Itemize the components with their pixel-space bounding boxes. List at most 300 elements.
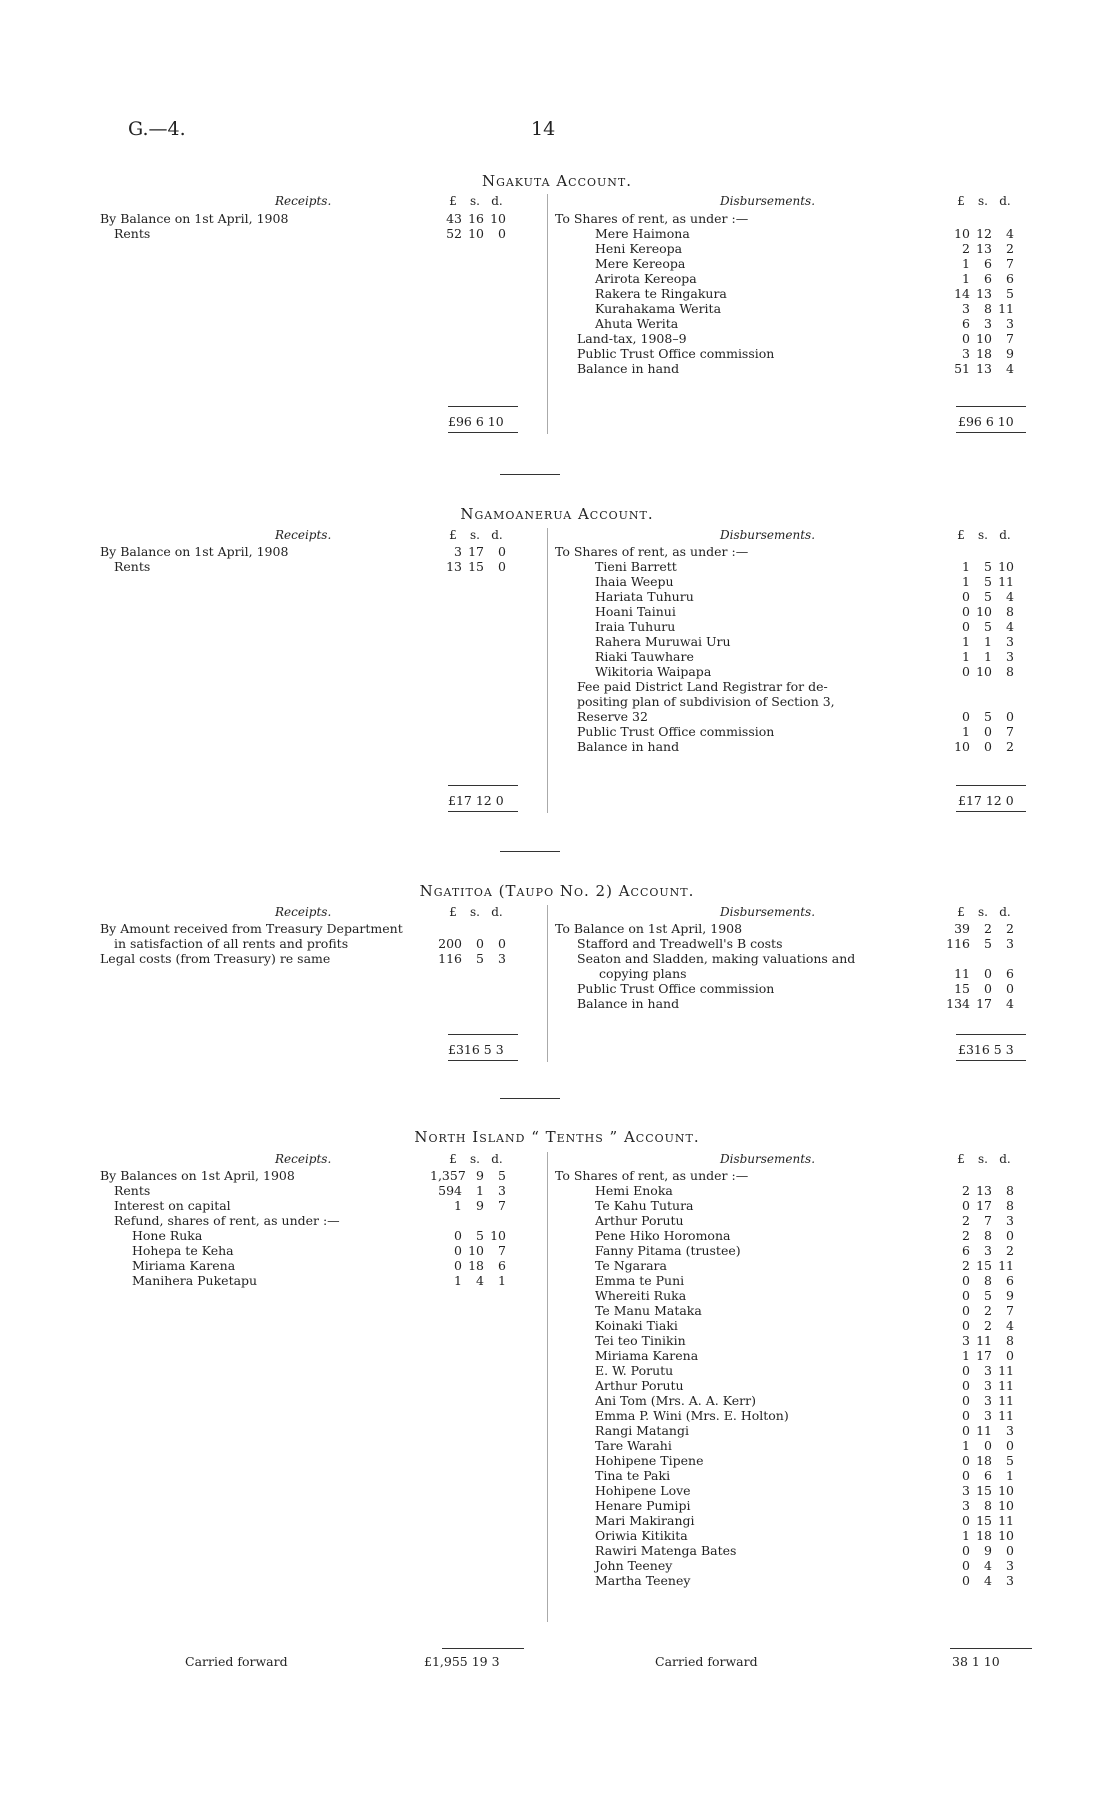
account-title: Ngakuta Account.: [481, 172, 633, 190]
pounds-value: 10: [954, 226, 970, 241]
column-divider: [547, 1152, 548, 1622]
pence-value: 11: [998, 1513, 1014, 1528]
shillings-value: 10: [468, 226, 484, 241]
total-rule: [448, 785, 518, 786]
shillings-value: 15: [976, 1513, 992, 1528]
pounds-value: 0: [962, 1453, 970, 1468]
disbursement-line: Rakera te Ringakura: [595, 286, 727, 301]
pence-value: 7: [498, 1243, 506, 1258]
pence-value: 0: [1006, 1543, 1014, 1558]
pence-value: 3: [1006, 1558, 1014, 1573]
disbursement-amount: [938, 1513, 1014, 1528]
page-number: 14: [531, 118, 556, 140]
column-divider: [547, 905, 548, 1062]
disbursement-amount: [938, 361, 1014, 376]
shillings-value: 3: [984, 1378, 992, 1393]
pounds-value: 1: [962, 256, 970, 271]
pounds-value: 0: [454, 1258, 462, 1273]
disbursement-line: Stafford and Treadwell's B costs: [577, 936, 783, 951]
disbursement-line: Rahera Muruwai Uru: [595, 634, 731, 649]
disbursements-column-heads: [950, 1152, 1016, 1166]
disbursement-amount: [938, 981, 1014, 996]
pounds-value: 0: [962, 1408, 970, 1423]
carried-forward-amount: £1,955 19 3: [424, 1654, 500, 1669]
disbursement-line: Heni Kereopa: [595, 241, 683, 256]
disbursement-amount: [938, 1498, 1014, 1513]
disbursement-amount: [938, 1198, 1014, 1213]
shillings-value: 13: [976, 1183, 992, 1198]
shillings-value: 15: [976, 1258, 992, 1273]
pounds-value: 0: [962, 604, 970, 619]
pounds-value: 13: [446, 559, 462, 574]
pence-value: 5: [498, 1168, 506, 1183]
receipts-total: £17 12 0: [448, 793, 504, 808]
pence-value: 7: [498, 1198, 506, 1213]
carried-forward-label: Carried forward: [655, 1654, 758, 1669]
pounds-value: 2: [962, 1183, 970, 1198]
disbursement-line: Te Ngarara: [595, 1258, 667, 1273]
pence-value: 3: [1006, 1213, 1014, 1228]
disbursement-amount: [938, 921, 1014, 936]
disbursement-amount: [938, 1528, 1014, 1543]
shillings-value: 17: [976, 1198, 992, 1213]
disbursement-line: Fanny Pitama (trustee): [595, 1243, 741, 1258]
pounds-value: 1: [962, 634, 970, 649]
shilling-header: s.: [470, 905, 480, 919]
pence-value: 6: [498, 1258, 506, 1273]
receipt-amount: [430, 211, 506, 226]
pounds-value: 1: [962, 559, 970, 574]
receipt-line: By Amount received from Treasury Department: [100, 921, 403, 936]
shillings-value: 6: [984, 256, 992, 271]
receipts-total: £96 6 10: [448, 414, 504, 429]
disbursement-line: Public Trust Office commission: [577, 981, 775, 996]
disbursement-line: Te Manu Mataka: [595, 1303, 702, 1318]
shillings-value: 5: [984, 589, 992, 604]
disbursement-amount: [938, 1558, 1014, 1573]
shillings-value: 8: [984, 1498, 992, 1513]
pence-value: 3: [498, 1183, 506, 1198]
disbursement-header-line: To Shares of rent, as under :—: [555, 211, 749, 226]
pounds-value: 594: [438, 1183, 462, 1198]
total-rule: [956, 785, 1026, 786]
disbursement-header-line: To Shares of rent, as under :—: [555, 544, 749, 559]
pence-value: 4: [1006, 996, 1014, 1011]
pence-value: 3: [1006, 316, 1014, 331]
disbursement-amount: [938, 724, 1014, 739]
disbursement-amount: [938, 1423, 1014, 1438]
shillings-value: 5: [984, 619, 992, 634]
pounds-value: 134: [946, 996, 970, 1011]
pounds-value: 2: [962, 241, 970, 256]
pound-header: £: [957, 905, 965, 919]
receipt-line: By Balance on 1st April, 1908: [100, 544, 289, 559]
pounds-value: 39: [954, 921, 970, 936]
carried-forward-amount: 38 1 10: [952, 1654, 1000, 1669]
receipt-line: Rents: [114, 1183, 151, 1198]
shilling-header: s.: [470, 528, 480, 542]
disbursement-amount: [938, 619, 1014, 634]
disbursement-line: Whereiti Ruka: [595, 1288, 687, 1303]
pence-value: 11: [998, 1408, 1014, 1423]
pound-header: £: [449, 528, 457, 542]
pounds-value: 6: [962, 1243, 970, 1258]
disbursement-amount: [938, 331, 1014, 346]
pounds-value: 1: [962, 724, 970, 739]
pounds-value: 0: [962, 1393, 970, 1408]
shilling-header: s.: [470, 1152, 480, 1166]
pence-value: 7: [1006, 1303, 1014, 1318]
disbursement-line: Balance in hand: [577, 739, 680, 754]
pence-value: 0: [498, 544, 506, 559]
pence-value: 8: [1006, 1198, 1014, 1213]
shilling-header: s.: [978, 1152, 988, 1166]
pence-value: 6: [1006, 966, 1014, 981]
disbursement-line: Tare Warahi: [595, 1438, 672, 1453]
pence-value: 0: [498, 559, 506, 574]
shillings-value: 13: [976, 361, 992, 376]
disbursement-line: Balance in hand: [577, 996, 680, 1011]
pence-value: 6: [1006, 271, 1014, 286]
account-title: Ngatitoa (Taupo No. 2) Account.: [419, 882, 695, 900]
shillings-value: 0: [984, 724, 992, 739]
disbursement-amount: [938, 1543, 1014, 1558]
pounds-value: 1: [962, 271, 970, 286]
receipt-amount: [430, 559, 506, 574]
pounds-value: 52: [446, 226, 462, 241]
disbursement-amount: [938, 1573, 1014, 1588]
shillings-value: 1: [476, 1183, 484, 1198]
disbursement-amount: [938, 589, 1014, 604]
shillings-value: 5: [984, 559, 992, 574]
pounds-value: 0: [962, 1198, 970, 1213]
pence-value: 7: [1006, 331, 1014, 346]
pence-value: 8: [1006, 1183, 1014, 1198]
pounds-value: 2: [962, 1228, 970, 1243]
receipts-heading: Receipts.: [275, 194, 332, 208]
shillings-value: 18: [468, 1258, 484, 1273]
disbursement-amount: [938, 1333, 1014, 1348]
total-rule: [448, 1034, 518, 1035]
pence-value: 11: [998, 1393, 1014, 1408]
disbursement-amount: [938, 1273, 1014, 1288]
pounds-value: 3: [454, 544, 462, 559]
disbursement-amount: [938, 1453, 1014, 1468]
pounds-value: 0: [454, 1243, 462, 1258]
disbursement-line: Te Kahu Tutura: [595, 1198, 694, 1213]
pounds-value: 0: [962, 1273, 970, 1288]
pounds-value: 0: [962, 331, 970, 346]
pence-value: 4: [1006, 589, 1014, 604]
receipt-line: By Balance on 1st April, 1908: [100, 211, 289, 226]
shillings-value: 1: [984, 649, 992, 664]
pound-header: £: [957, 194, 965, 208]
pounds-value: 3: [962, 301, 970, 316]
disbursement-line: Seaton and Sladden, making valuations and: [577, 951, 856, 966]
total-rule: [442, 1648, 524, 1649]
receipts-column-heads: [442, 905, 508, 919]
disbursement-line: Riaki Tauwhare: [595, 649, 694, 664]
total-rule: [950, 1648, 1032, 1649]
disbursement-line: positing plan of subdivision of Section 3,: [577, 694, 835, 709]
receipt-amount: [430, 1168, 506, 1183]
disbursement-amount: [938, 346, 1014, 361]
pence-value: 6: [1006, 1273, 1014, 1288]
disbursement-line: Hohipene Love: [595, 1483, 691, 1498]
disbursement-line: Hariata Tuhuru: [595, 589, 694, 604]
disbursement-amount: [938, 1348, 1014, 1363]
disbursements-column-heads: [950, 528, 1016, 542]
shillings-value: 0: [984, 966, 992, 981]
pence-value: 2: [1006, 1243, 1014, 1258]
disbursements-heading: Disbursements.: [720, 1152, 816, 1166]
shillings-value: 16: [468, 211, 484, 226]
receipt-amount: [430, 544, 506, 559]
disbursement-amount: [938, 286, 1014, 301]
section-separator: [500, 474, 560, 475]
disbursement-line: Public Trust Office commission: [577, 346, 775, 361]
shillings-value: 9: [476, 1168, 484, 1183]
pence-value: 0: [498, 226, 506, 241]
disbursement-line: Mere Kereopa: [595, 256, 686, 271]
shillings-value: 5: [984, 1288, 992, 1303]
account-title: North Island “ Tenths ” Account.: [414, 1128, 700, 1146]
total-rule: [956, 811, 1026, 812]
shillings-value: 5: [476, 951, 484, 966]
disbursements-total: £17 12 0: [958, 793, 1014, 808]
pounds-value: 200: [438, 936, 462, 951]
disbursement-amount: [938, 936, 1014, 951]
document-reference: G.—4.: [128, 118, 186, 140]
pence-value: 0: [1006, 981, 1014, 996]
pence-value: 8: [1006, 1333, 1014, 1348]
pound-header: £: [957, 528, 965, 542]
pence-value: 10: [998, 1498, 1014, 1513]
pence-value: 1: [498, 1273, 506, 1288]
disbursement-line: John Teeney: [595, 1558, 673, 1573]
shillings-value: 10: [976, 604, 992, 619]
pounds-value: 51: [954, 361, 970, 376]
receipt-amount: [430, 1198, 506, 1213]
receipt-amount: [430, 1228, 506, 1243]
total-rule: [448, 811, 518, 812]
pounds-value: 0: [962, 589, 970, 604]
disbursement-amount: [938, 1183, 1014, 1198]
pounds-value: 0: [962, 664, 970, 679]
shillings-value: 9: [984, 1543, 992, 1558]
disbursement-amount: [938, 1438, 1014, 1453]
pounds-value: 0: [962, 1378, 970, 1393]
pounds-value: 1,357: [430, 1168, 466, 1183]
pence-value: 1: [1006, 1468, 1014, 1483]
shillings-value: 8: [984, 1273, 992, 1288]
disbursement-amount: [938, 1258, 1014, 1273]
receipt-line: Rents: [114, 559, 151, 574]
pence-value: 4: [1006, 619, 1014, 634]
disbursement-amount: [938, 1228, 1014, 1243]
disbursement-line: Rangi Matangi: [595, 1423, 689, 1438]
pence-value: 3: [1006, 1423, 1014, 1438]
receipt-amount: [430, 1183, 506, 1198]
shillings-value: 6: [984, 1468, 992, 1483]
total-rule: [956, 406, 1026, 407]
receipts-column-heads: [442, 194, 508, 208]
pounds-value: 11: [954, 966, 970, 981]
receipts-column-heads: [442, 528, 508, 542]
receipt-line: Hone Ruka: [132, 1228, 203, 1243]
pounds-value: 0: [962, 1288, 970, 1303]
pence-value: 8: [1006, 664, 1014, 679]
pounds-value: 116: [946, 936, 970, 951]
disbursement-amount: [938, 574, 1014, 589]
disbursement-line: Kurahakama Werita: [595, 301, 722, 316]
receipt-amount: [430, 936, 506, 951]
pence-value: 10: [998, 1483, 1014, 1498]
pence-value: 7: [1006, 724, 1014, 739]
disbursement-line: Koinaki Tiaki: [595, 1318, 678, 1333]
pence-value: 3: [498, 951, 506, 966]
receipt-amount: [430, 1273, 506, 1288]
shillings-value: 15: [976, 1483, 992, 1498]
disbursement-amount: [938, 604, 1014, 619]
receipt-line: in satisfaction of all rents and profits: [114, 936, 349, 951]
disbursement-amount: [938, 966, 1014, 981]
shillings-value: 5: [984, 574, 992, 589]
pounds-value: 0: [962, 1513, 970, 1528]
disbursement-amount: [938, 1408, 1014, 1423]
pounds-value: 1: [962, 649, 970, 664]
pence-value: 7: [1006, 256, 1014, 271]
pence-header: d.: [491, 528, 503, 542]
shillings-value: 8: [984, 1228, 992, 1243]
shillings-value: 0: [984, 739, 992, 754]
pound-header: £: [957, 1152, 965, 1166]
disbursement-line: Balance in hand: [577, 361, 680, 376]
pence-value: 3: [1006, 634, 1014, 649]
disbursement-line: Arthur Porutu: [595, 1213, 684, 1228]
pounds-value: 0: [962, 709, 970, 724]
pence-value: 4: [1006, 226, 1014, 241]
disbursement-line: Miriama Karena: [595, 1348, 699, 1363]
disbursement-amount: [938, 271, 1014, 286]
pounds-value: 0: [962, 1303, 970, 1318]
shillings-value: 3: [984, 1408, 992, 1423]
shillings-value: 3: [984, 316, 992, 331]
disbursement-amount: [938, 1303, 1014, 1318]
disbursement-amount: [938, 709, 1014, 724]
disbursement-amount: [938, 1213, 1014, 1228]
disbursement-amount: [938, 256, 1014, 271]
account-title: Ngamoanerua Account.: [460, 505, 654, 523]
shillings-value: 17: [976, 1348, 992, 1363]
disbursement-line: Fee paid District Land Registrar for de-: [577, 679, 828, 694]
pence-value: 9: [1006, 346, 1014, 361]
pounds-value: 3: [962, 1333, 970, 1348]
pence-value: 4: [1006, 1318, 1014, 1333]
pence-value: 0: [1006, 709, 1014, 724]
disbursement-line: Henare Pumipi: [595, 1498, 691, 1513]
pounds-value: 2: [962, 1213, 970, 1228]
shillings-value: 2: [984, 921, 992, 936]
total-rule: [956, 432, 1026, 433]
disbursement-line: Iraia Tuhuru: [595, 619, 676, 634]
pence-value: 11: [998, 301, 1014, 316]
disbursement-line: Public Trust Office commission: [577, 724, 775, 739]
receipt-amount: [430, 1258, 506, 1273]
disbursement-amount: [938, 1483, 1014, 1498]
pounds-value: 0: [962, 1573, 970, 1588]
shillings-value: 4: [984, 1573, 992, 1588]
total-rule: [448, 432, 518, 433]
disbursement-amount: [938, 739, 1014, 754]
disbursement-amount: [938, 1468, 1014, 1483]
pounds-value: 1: [454, 1273, 462, 1288]
receipt-line: Interest on capital: [114, 1198, 231, 1213]
pence-value: 3: [1006, 649, 1014, 664]
section-separator: [500, 851, 560, 852]
receipts-heading: Receipts.: [275, 1152, 332, 1166]
pounds-value: 0: [962, 1558, 970, 1573]
column-divider: [547, 194, 548, 434]
pence-value: 11: [998, 574, 1014, 589]
pence-value: 11: [998, 1363, 1014, 1378]
pound-header: £: [449, 194, 457, 208]
disbursement-amount: [938, 1363, 1014, 1378]
disbursement-line: Tina te Paki: [595, 1468, 671, 1483]
disbursements-total: £316 5 3: [958, 1042, 1014, 1057]
disbursement-line: Hohipene Tipene: [595, 1453, 704, 1468]
shillings-value: 4: [984, 1558, 992, 1573]
receipt-line: Rents: [114, 226, 151, 241]
shillings-value: 1: [984, 634, 992, 649]
disbursement-amount: [938, 1288, 1014, 1303]
pence-value: 5: [1006, 1453, 1014, 1468]
shillings-value: 11: [976, 1423, 992, 1438]
pounds-value: 1: [454, 1198, 462, 1213]
disbursement-line: copying plans: [599, 966, 687, 981]
pounds-value: 3: [962, 346, 970, 361]
shillings-value: 11: [976, 1333, 992, 1348]
disbursement-line: Arthur Porutu: [595, 1378, 684, 1393]
shillings-value: 13: [976, 241, 992, 256]
pence-value: 0: [1006, 1438, 1014, 1453]
pounds-value: 116: [438, 951, 462, 966]
pounds-value: 14: [954, 286, 970, 301]
receipt-line: Hohepa te Keha: [132, 1243, 234, 1258]
disbursement-header-line: To Shares of rent, as under :—: [555, 1168, 749, 1183]
disbursement-line: Arirota Kereopa: [595, 271, 697, 286]
disbursement-amount: [938, 634, 1014, 649]
shillings-value: 18: [976, 1453, 992, 1468]
pounds-value: 10: [954, 739, 970, 754]
shillings-value: 8: [984, 301, 992, 316]
pence-header: d.: [491, 1152, 503, 1166]
pounds-value: 0: [962, 1468, 970, 1483]
disbursement-line: Martha Teeney: [595, 1573, 691, 1588]
receipt-amount: [430, 1243, 506, 1258]
disbursement-line: Land-tax, 1908–9: [577, 331, 687, 346]
receipts-total: £316 5 3: [448, 1042, 504, 1057]
shillings-value: 2: [984, 1303, 992, 1318]
pounds-value: 1: [962, 574, 970, 589]
pounds-value: 2: [962, 1258, 970, 1273]
shillings-value: 2: [984, 1318, 992, 1333]
receipts-heading: Receipts.: [275, 905, 332, 919]
shillings-value: 12: [976, 226, 992, 241]
shilling-header: s.: [978, 194, 988, 208]
pounds-value: 1: [962, 1528, 970, 1543]
receipt-line: Miriama Karena: [132, 1258, 236, 1273]
